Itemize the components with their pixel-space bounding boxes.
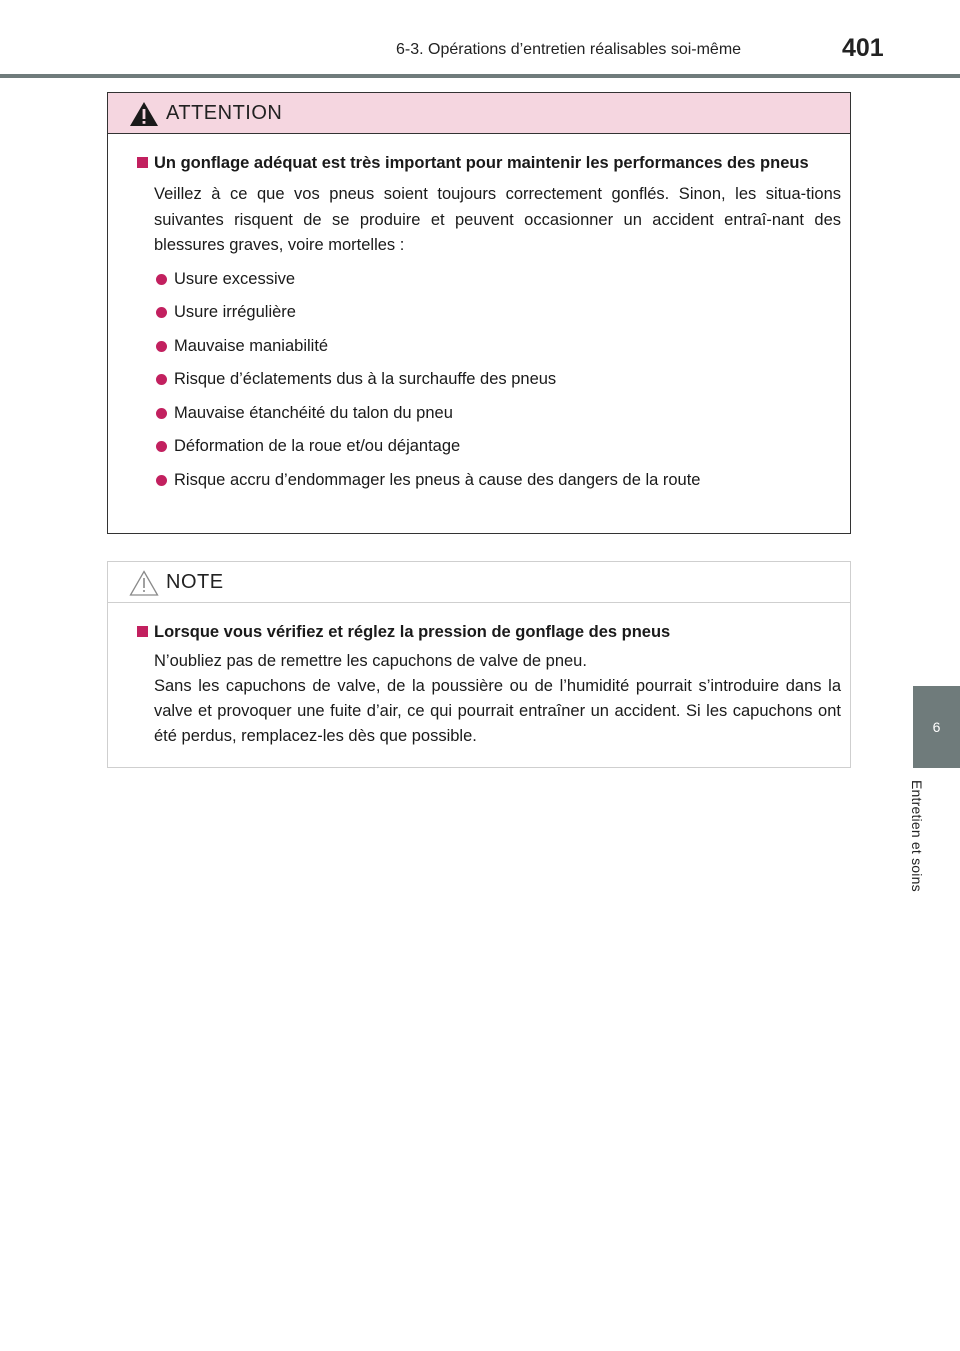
chapter-label: Entretien et soins [909,780,925,892]
header-rule [0,74,960,78]
note-body [108,603,850,749]
list-item-text: Mauvaise maniabilité [174,336,329,355]
circle-bullet-icon [156,408,167,419]
list-item [132,300,841,334]
circle-bullet-icon [156,274,167,285]
running-header-section: 6-3. Opérations d’entretien réalisables soi-même [396,41,742,58]
circle-bullet-icon [156,374,167,385]
list-item-text: Mauvaise étanchéité du talon du pneu [174,403,453,422]
list-item [132,267,841,301]
circle-bullet-icon [156,307,167,318]
list-item [132,434,841,468]
circle-bullet-icon [156,475,167,486]
list-item-text: Risque d’éclatements dus à la surchauffe des pneus [174,370,557,388]
list-item-text: Usure irrégulière [174,303,296,321]
note-heading-text: Lorsque vous vérifiez et réglez la pression de gonflage des pneus [154,623,671,641]
list-item [132,334,841,368]
note-line-1: N’oubliez pas de remettre les capuchons de valve de pneu. [154,652,587,670]
note-title: NOTE [166,571,224,593]
note-header [108,562,850,603]
note-box [107,561,851,768]
chapter-tab [913,686,960,768]
note-line-2: Sans les capuchons de valve, de la poussière ou de l’humidité pourrait s’introduire dans la valve et provoquer une fuite d’air, ce qui pourrait entraîner un accident. Si les capuchons ont été perdus, remplacez-les dès que possible. [154,677,841,745]
caution-triangle-outline-icon [129,570,159,596]
attention-body [108,134,850,501]
chapter-number: 6 [932,719,941,735]
square-bullet-icon [137,626,148,637]
attention-heading [132,151,841,176]
list-item-text: Usure excessive [174,269,296,288]
circle-bullet-icon [156,441,167,452]
square-bullet-icon [137,157,148,168]
list-item-text: Risque accru d’endommager les pneus à cause des dangers de la route [174,470,701,489]
circle-bullet-icon [156,341,167,352]
attention-paragraph: Veillez à ce que vos pneus soient toujours correctement gonflés. Sinon, les situa-tions suivantes risquent de se produire et peuvent occasionner un accident entraî-nant des blessures graves, voire mortelles : [154,185,841,254]
list-item [132,401,841,435]
attention-title: ATTENTION [166,102,283,124]
list-item [132,468,841,502]
note-paragraph [132,649,841,749]
attention-heading-text: Un gonflage adéquat est très important pour maintenir les performances des pneus [154,154,809,172]
list-item-text: Déformation de la roue et/ou déjantage [174,437,461,455]
attention-box [107,92,851,534]
attention-bullet-list [132,267,841,502]
warning-triangle-icon [129,101,159,127]
note-heading [132,620,841,645]
page-number: 401 [842,34,884,62]
list-item [132,367,841,401]
attention-header [108,93,850,134]
